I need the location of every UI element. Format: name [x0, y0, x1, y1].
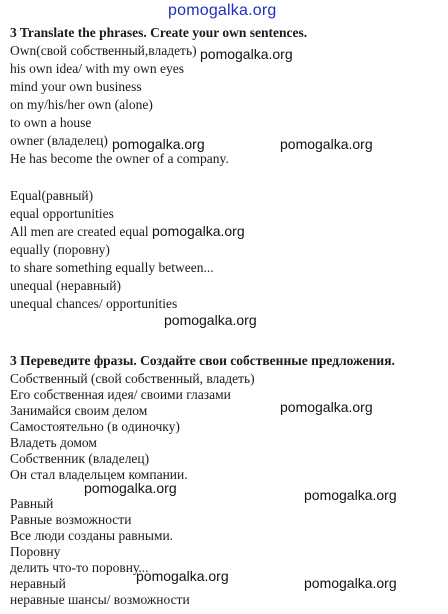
ru-line: делить что-то поровну...: [10, 560, 149, 575]
watermark: pomogalka.org: [84, 480, 177, 496]
watermark: pomogalka.org: [112, 136, 205, 152]
watermark: pomogalka.org: [280, 399, 373, 415]
en-line: on my/his/her own (alone): [10, 97, 153, 112]
ru-line: Занимайся своим делом: [10, 403, 148, 418]
en-line: Equal(равный): [10, 188, 94, 203]
ru-line: Все люди созданы равными.: [10, 528, 174, 543]
watermark: pomogalka.org: [200, 46, 293, 62]
en-line: He has become the owner of a company.: [10, 151, 229, 166]
watermark: pomogalka.org: [280, 136, 373, 152]
ru-line: Владеть домом: [10, 435, 97, 450]
section-en-heading: 3 Translate the phrases. Create your own sentences.: [10, 25, 308, 40]
en-line: to own a house: [10, 115, 92, 130]
ru-line: Собственник (владелец): [10, 451, 150, 466]
en-line: unequal chances/ opportunities: [10, 296, 178, 311]
section-ru-heading: 3 Переведите фразы. Создайте свои собственные предложения.: [10, 353, 395, 368]
ru-line: Равный: [10, 496, 54, 511]
en-line: his own idea/ with my own eyes: [10, 61, 184, 76]
en-line: owner (владелец): [10, 133, 108, 148]
ru-line: Самостоятельно (в одиночку): [10, 419, 180, 434]
ru-line: Равные возможности: [10, 512, 132, 527]
watermark: pomogalka.org: [304, 487, 397, 503]
watermark: pomogalka.org: [136, 568, 229, 584]
watermark: pomogalka.org: [152, 223, 245, 239]
ru-line: Поровну: [10, 544, 61, 559]
en-line: mind your own business: [10, 79, 142, 94]
en-line: All men are created equal: [10, 224, 149, 239]
ru-line: неравный: [10, 576, 66, 591]
en-line: to share something equally between...: [10, 260, 214, 275]
ru-line: Собственный (свой собственный, владеть): [10, 371, 255, 386]
en-line: equal opportunities: [10, 206, 114, 221]
en-line: unequal (неравный): [10, 278, 121, 293]
ru-line: Его собственная идея/ своими глазами: [10, 387, 231, 402]
watermark: pomogalka.org: [164, 312, 257, 328]
top-watermark: pomogalka.org: [168, 2, 277, 19]
watermark: pomogalka.org: [304, 575, 397, 591]
ru-line: неравные шансы/ возможности: [10, 592, 190, 607]
en-line: equally (поровну): [10, 242, 110, 257]
en-line: Own(свой собственный,владеть): [10, 43, 197, 58]
ru-line: Он стал владельцем компании.: [10, 467, 188, 482]
